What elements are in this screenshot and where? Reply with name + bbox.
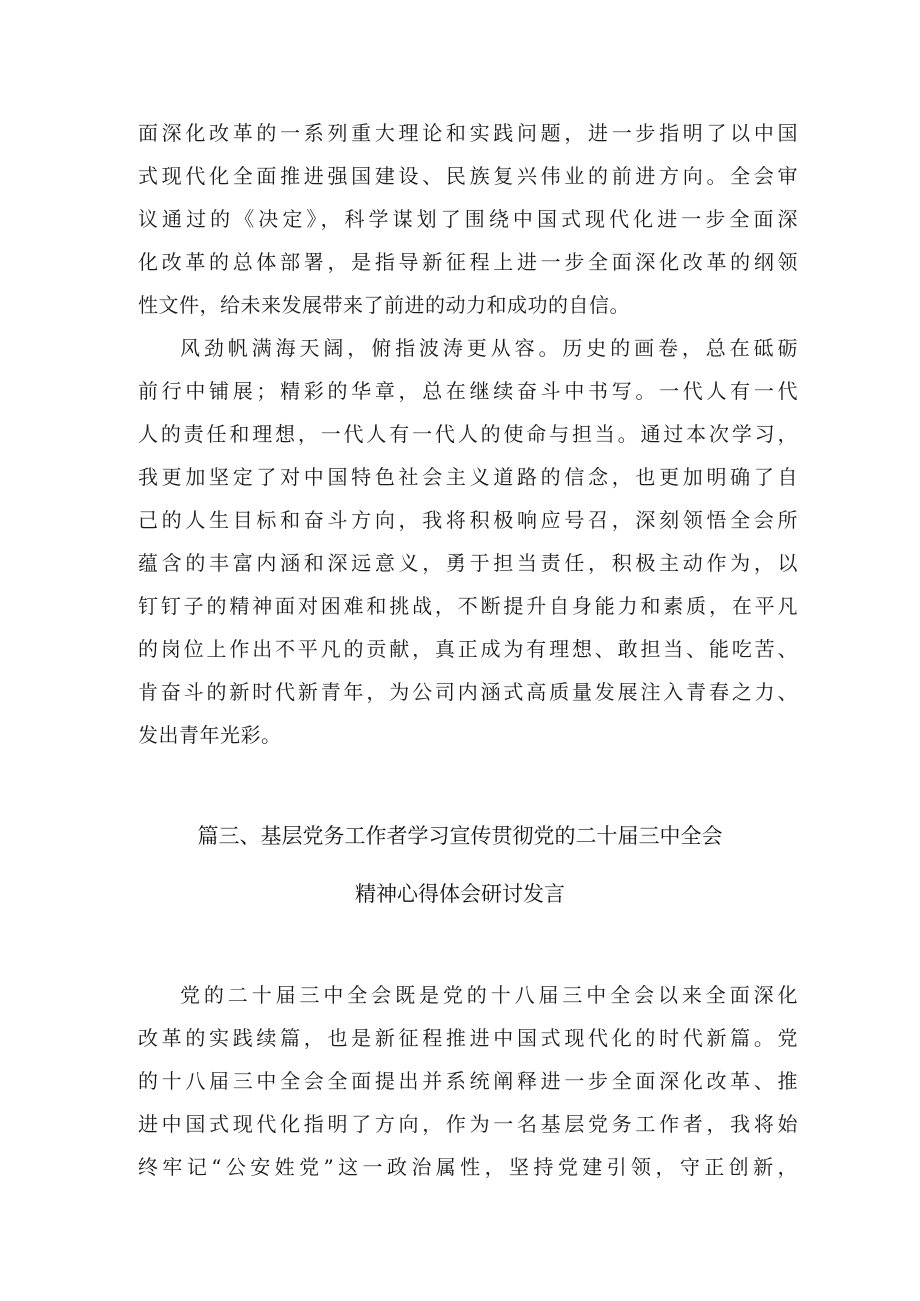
paragraph-1-line: 议通过的《决定》，科学谋划了围绕中国式现代化进一步全面深: [138, 207, 798, 231]
paragraph-3-line: 党的二十届三中全会既是党的十八届三中全会以来全面深化: [180, 983, 798, 1007]
paragraph-2-line: 我更加坚定了对中国特色社会主义道路的信念，也更加明确了自: [138, 465, 798, 489]
section-heading-line-1: 篇三、基层党务工作者学习宣传贯彻党的二十届三中全会: [197, 824, 723, 848]
paragraph-2-line: 蕴含的丰富内涵和深远意义，勇于担当责任，积极主动作为，以: [138, 551, 798, 575]
paragraph-3-line: 的十八届三中全会全面提出并系统阐释进一步全面深化改革、推: [138, 1069, 798, 1093]
paragraph-2-line: 己的人生目标和奋斗方向，我将积极响应号召，深刻领悟全会所: [138, 508, 798, 532]
paragraph-1-line: 性文件，给未来发展带来了前进的动力和成功的自信。: [138, 293, 630, 317]
paragraph-2-line: 前行中铺展；精彩的华章，总在继续奋斗中书写。一代人有一代: [138, 379, 798, 403]
paragraph-2-line: 肯奋斗的新时代新青年，为公司内涵式高质量发展注入青春之力、: [138, 680, 798, 704]
paragraph-2-line: 的岗位上作出不平凡的贡献，真正成为有理想、敢担当、能吃苦、: [138, 637, 798, 661]
paragraph-2-line: 钉钉子的精神面对困难和挑战，不断提升自身能力和素质，在平凡: [138, 594, 798, 618]
paragraph-3-line: 改革的实践续篇，也是新征程推进中国式现代化的时代新篇。党: [138, 1026, 798, 1050]
paragraph-3-line: 终牢记“公安姓党”这一政治属性，坚持党建引领，守正创新，: [138, 1155, 798, 1179]
paragraph-1-line: 式现代化全面推进强国建设、民族复兴伟业的前进方向。全会审: [138, 164, 798, 188]
paragraph-2-line: 风劲帆满海天阔，俯指波涛更从容。历史的画卷，总在砥砺: [180, 336, 798, 360]
paragraph-1-line: 面深化改革的一系列重大理论和实践问题，进一步指明了以中国: [138, 121, 798, 145]
paragraph-2-line: 人的责任和理想，一代人有一代人的使命与担当。通过本次学习，: [138, 422, 798, 446]
section-heading-line-2: 精神心得体会研讨发言: [355, 882, 565, 906]
paragraph-1-line: 化改革的总体部署，是指导新征程上进一步全面深化改革的纲领: [138, 250, 798, 274]
paragraph-3-line: 进中国式现代化指明了方向，作为一名基层党务工作者，我将始: [138, 1112, 798, 1136]
paragraph-2-line: 发出青年光彩。: [138, 723, 282, 747]
